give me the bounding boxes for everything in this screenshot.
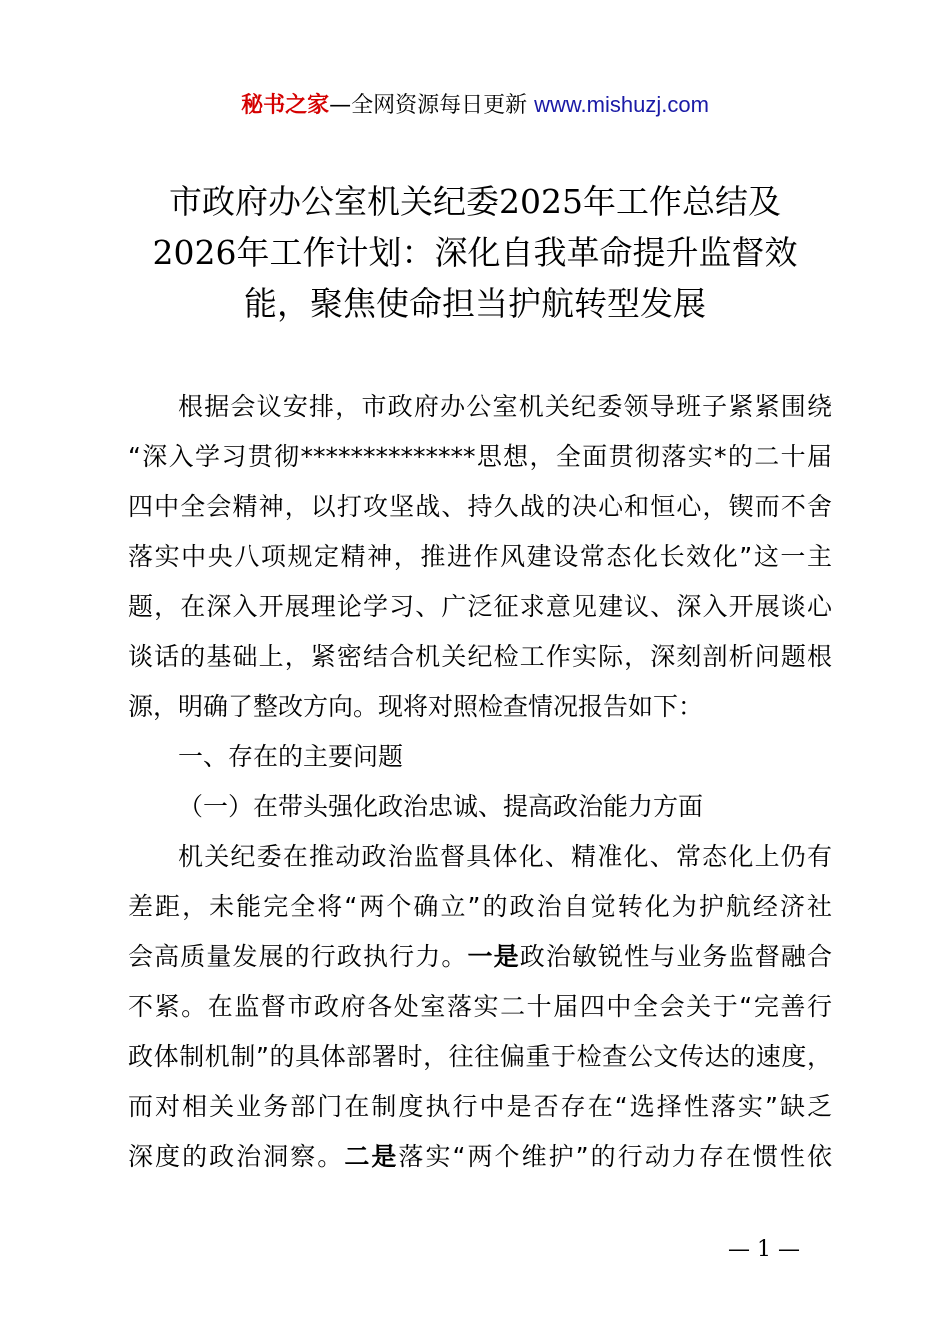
paragraph-1-line-3: 四中全会精神，以打攻坚战、持久战的决心和恒心，锲而不舍: [128, 492, 832, 521]
paragraph-2-line-7-text-b: 落实“两个维护”的行动力存在惯性依: [398, 1142, 832, 1171]
section-heading-1: 一、存在的主要问题: [178, 742, 404, 771]
paragraph-2-line-3-text-b: 政治敏锐性与业务监督融合: [519, 942, 832, 971]
paragraph-2-line-5: 政体制机制”的具体部署时，往往偏重于检查公文传达的速度，: [128, 1042, 832, 1071]
paragraph-1-line-6: 谈话的基础上，紧密结合机关纪检工作实际，深刻剖析问题根: [128, 642, 832, 671]
title-line-1: 市政府办公室机关纪委2025年工作总结及: [169, 182, 781, 221]
page-number: — 1 —: [728, 1237, 800, 1262]
paragraph-1-line-5: 题，在深入开展理论学习、广泛征求意见建议、深入开展谈心: [128, 592, 832, 621]
paragraph-2-line-7: [128, 1132, 832, 1182]
brand-name: 秘书之家: [241, 93, 330, 118]
paragraph-2-line-2: 差距，未能完全将“两个确立”的政治自觉转化为护航经济社: [128, 892, 832, 921]
point-marker-2: 二是: [344, 1142, 399, 1171]
banner-url[interactable]: www.mishuzj.com: [534, 92, 709, 117]
banner-slogan: —全网资源每日更新: [329, 93, 535, 118]
title-line-3: 能，聚焦使命担当护航转型发展: [244, 284, 706, 323]
subsection-heading-1: （一）在带头强化政治忠诚、提高政治能力方面: [178, 792, 704, 821]
paragraph-1-line-2: “深入学习贯彻**************思想，全面贯彻落实*的二十届: [128, 442, 832, 471]
point-marker-1: 一是: [467, 942, 520, 971]
document-body: [128, 382, 832, 1182]
paragraph-1-line-7: 源，明确了整改方向。现将对照检查情况报告如下：: [128, 692, 704, 721]
document-title: [80, 176, 870, 329]
title-line-2: 2026年工作计划：深化自我革命提升监督效: [152, 233, 798, 272]
paragraph-2-line-1: 机关纪委在推动政治监督具体化、精准化、常态化上仍有: [178, 842, 832, 871]
site-banner: [0, 88, 950, 123]
paragraph-1-line-1: 根据会议安排，市政府办公室机关纪委领导班子紧紧围绕: [178, 392, 832, 421]
paragraph-1-line-4: 落实中央八项规定精神，推进作风建设常态化长效化”这一主: [128, 542, 832, 571]
paragraph-2-line-3: [128, 932, 832, 982]
paragraph-2-line-3-text-a: 会高质量发展的行政执行力。: [128, 942, 468, 971]
paragraph-2-line-4: 不紧。在监督市政府各处室落实二十届四中全会关于“完善行: [128, 992, 832, 1021]
paragraph-2-line-6: 而对相关业务部门在制度执行中是否存在“选择性落实”缺乏: [128, 1092, 832, 1121]
paragraph-2-line-7-text-a: 深度的政治洞察。: [128, 1142, 345, 1171]
